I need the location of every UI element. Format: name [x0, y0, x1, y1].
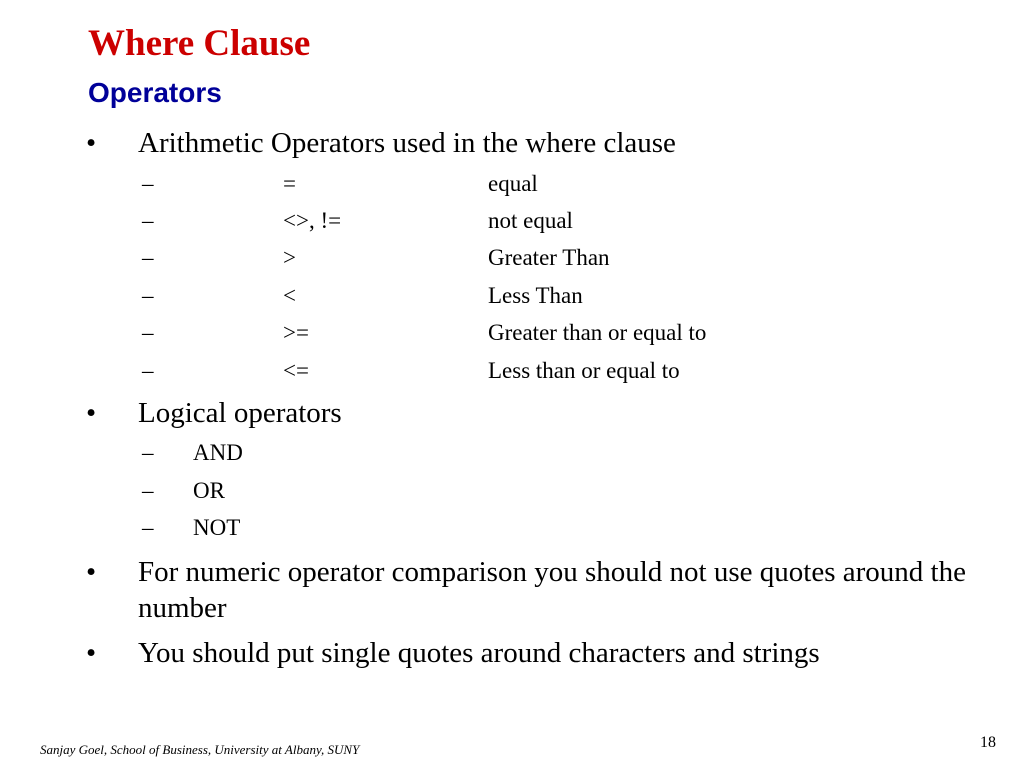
operator-description: Greater than or equal to	[488, 320, 707, 345]
operator-symbol: >	[283, 245, 296, 270]
bullet-mark: •	[86, 637, 97, 669]
bullet-text: Arithmetic Operators used in the where clause	[138, 127, 676, 159]
dash-mark: –	[142, 515, 154, 540]
operator-symbol: <	[283, 283, 296, 308]
bullet-mark: •	[86, 397, 97, 429]
dash-mark: –	[142, 358, 154, 383]
operator-symbol: >=	[283, 320, 309, 345]
bullet-text: For numeric operator comparison you should not use quotes around the number	[138, 556, 966, 624]
bullet-mark: •	[86, 127, 97, 159]
logical-operator: OR	[193, 478, 225, 503]
logical-operator: AND	[193, 440, 243, 465]
slide-footer: Sanjay Goel, School of Business, University at Albany, SUNY	[40, 742, 360, 757]
bullet-text: Logical operators	[138, 397, 342, 429]
operator-description: Less Than	[488, 283, 583, 308]
operator-description: Less than or equal to	[488, 358, 680, 383]
operator-description: Greater Than	[488, 245, 610, 270]
operator-description: equal	[488, 171, 538, 196]
page-number: 18	[980, 734, 996, 751]
operator-symbol: <>, !=	[283, 208, 342, 233]
bullet-mark: •	[86, 556, 97, 588]
operator-symbol: <=	[283, 358, 309, 383]
dash-mark: –	[142, 283, 154, 308]
dash-mark: –	[142, 245, 154, 270]
dash-mark: –	[142, 208, 154, 233]
operator-symbol: =	[283, 171, 296, 196]
dash-mark: –	[142, 171, 154, 196]
bullet-text: You should put single quotes around characters and strings	[138, 637, 820, 669]
operator-description: not equal	[488, 208, 573, 233]
dash-mark: –	[142, 478, 154, 503]
logical-operator: NOT	[193, 515, 241, 540]
slide-subtitle: Operators	[88, 77, 222, 108]
dash-mark: –	[142, 440, 154, 465]
slide-title: Where Clause	[88, 23, 311, 64]
dash-mark: –	[142, 320, 154, 345]
